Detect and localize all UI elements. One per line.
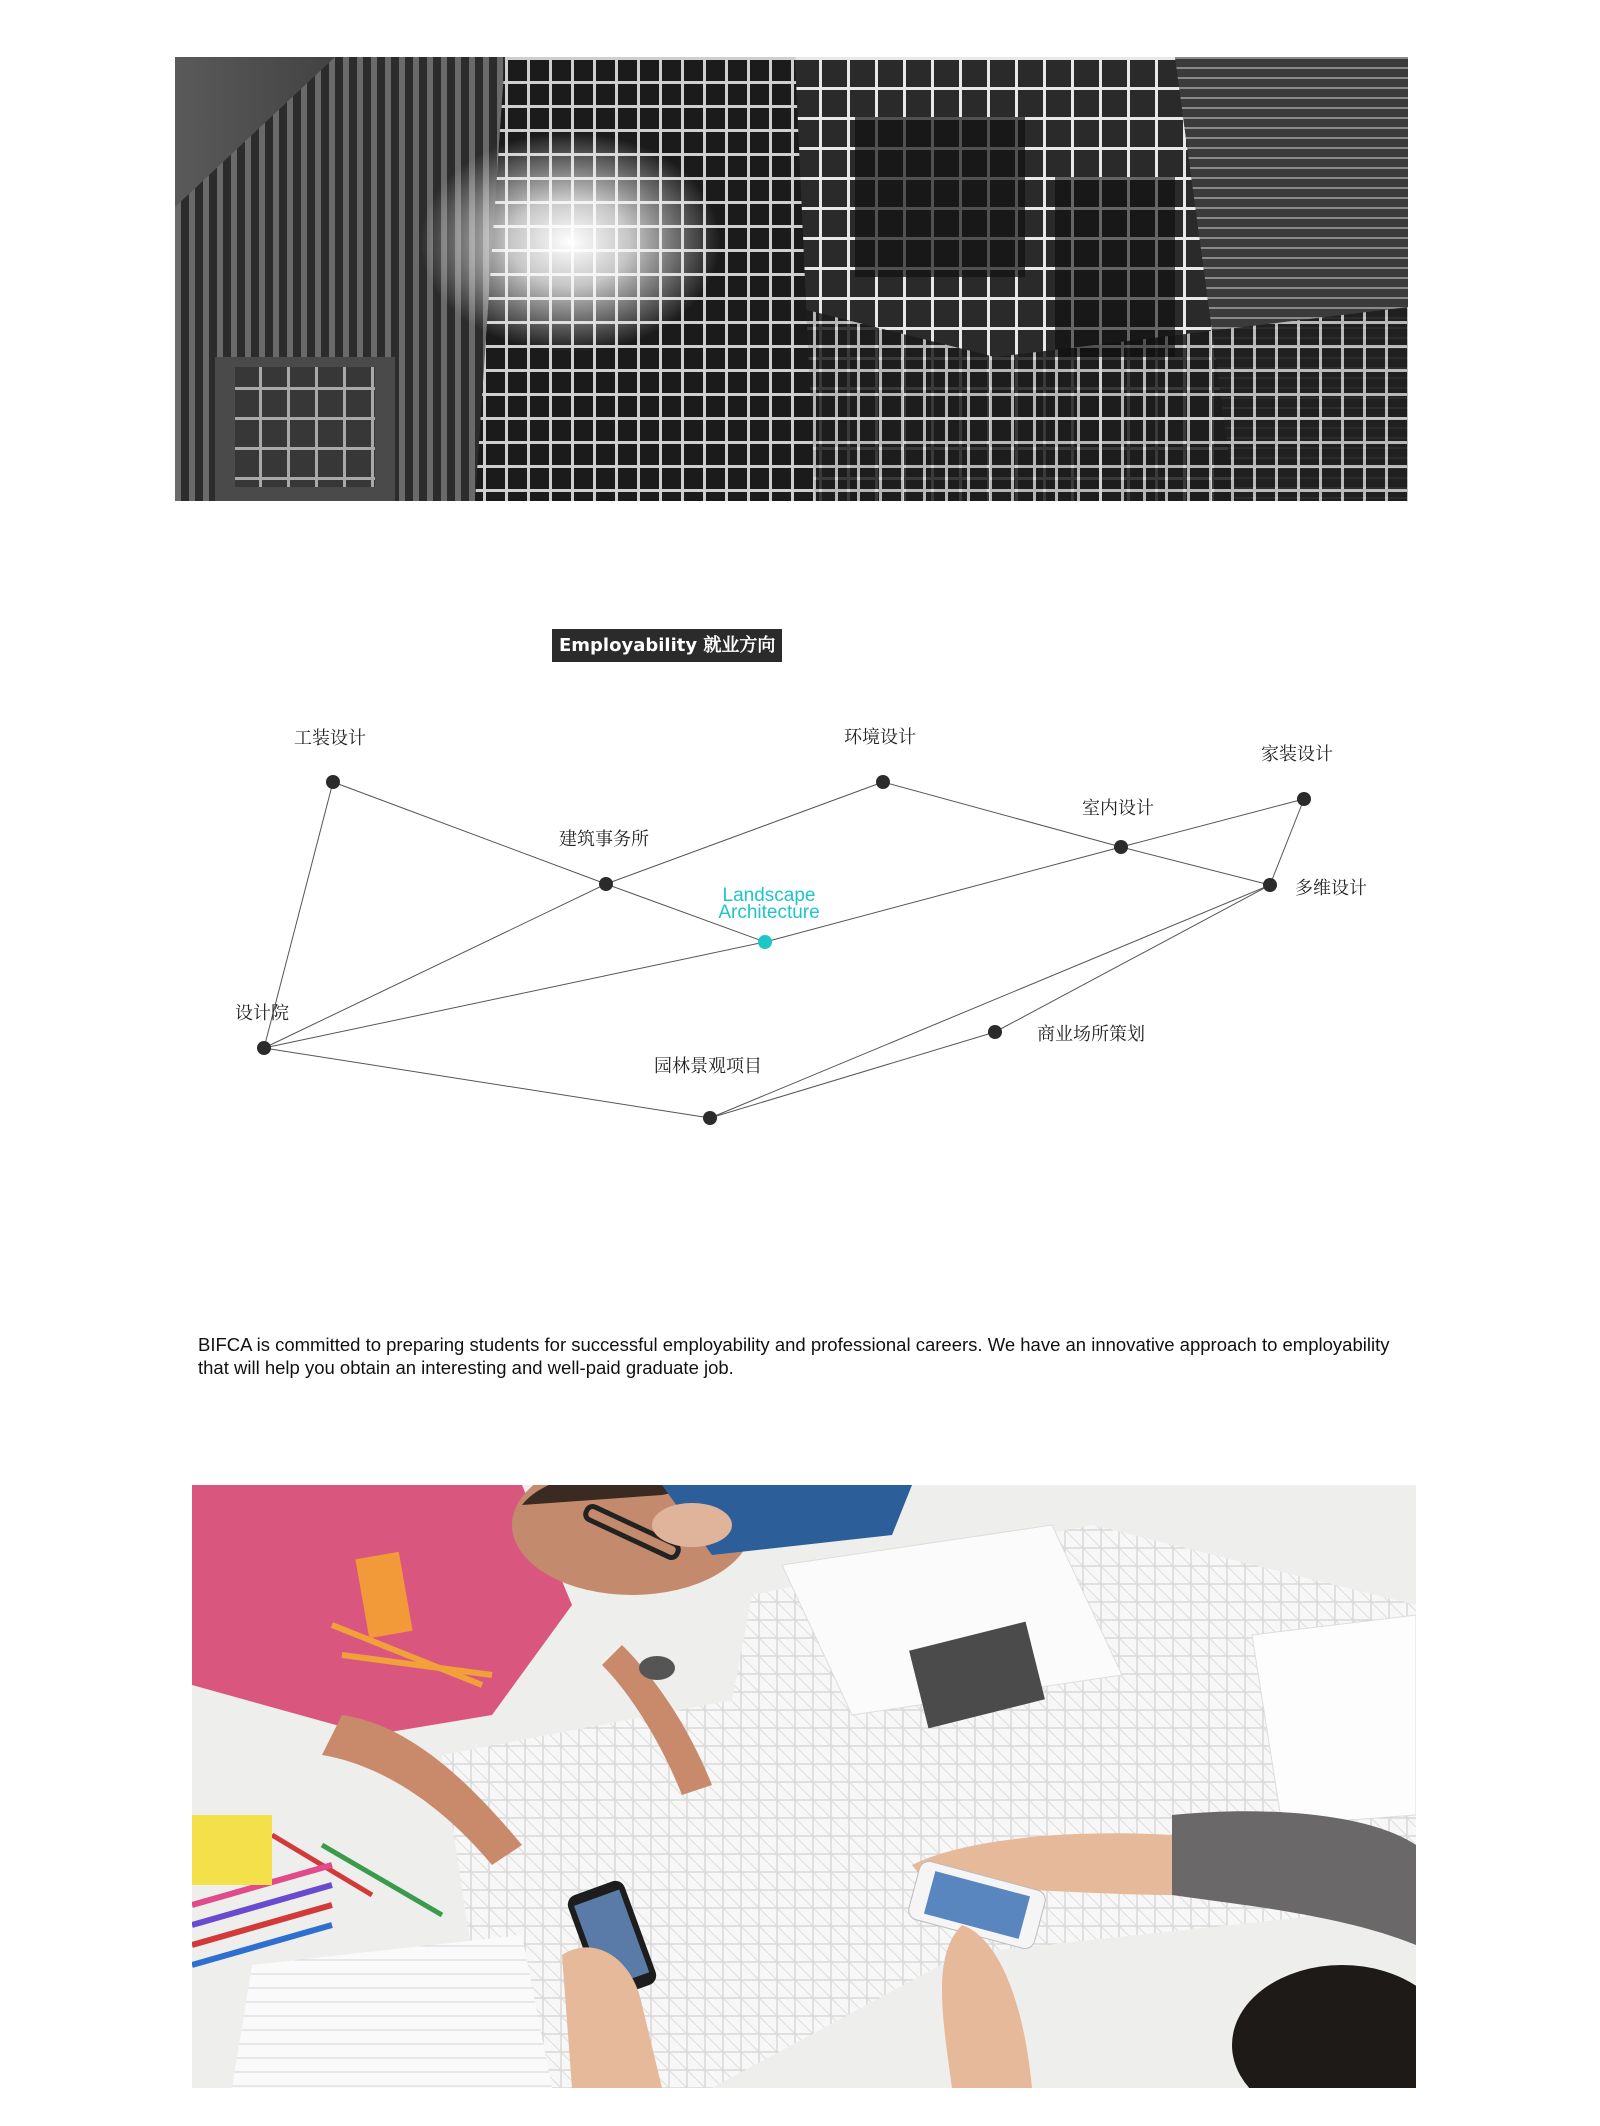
students-map-workshop-icon <box>192 1485 1416 2088</box>
label-duowei: 多维设计 <box>1295 878 1367 899</box>
label-shejiyuan: 设计院 <box>235 1003 289 1024</box>
node-dot-landscape-architecture <box>758 935 772 949</box>
label-huanjing: 环境设计 <box>844 727 916 748</box>
label-jianzhu: 建筑事务所 <box>559 829 649 850</box>
edge-jiazhuang-duowei <box>1270 799 1304 885</box>
label-gongzhuang: 工装设计 <box>294 728 366 749</box>
edge-shangye-duowei <box>995 885 1270 1032</box>
diagram-nodes <box>257 775 1311 1125</box>
label-center-line1: Landscape <box>722 885 816 906</box>
edge-center-shejiyuan <box>264 942 765 1048</box>
edge-jianzhu-shejiyuan <box>264 884 606 1048</box>
edge-center-shinei <box>765 847 1121 942</box>
node-dot-jiazhuang <box>1297 792 1311 806</box>
hero-building-photo <box>175 57 1408 501</box>
edge-shinei-duowei <box>1121 847 1270 885</box>
node-dot-huanjing <box>876 775 890 789</box>
skyscraper-photo-icon <box>175 57 1408 501</box>
label-yuanlin: 园林景观项目 <box>654 1056 762 1077</box>
diagram-edges <box>264 782 1304 1118</box>
node-dot-yuanlin <box>703 1111 717 1125</box>
edge-shejiyuan-yuanlin <box>264 1048 710 1118</box>
employability-network-diagram <box>0 700 1600 1160</box>
node-dot-gongzhuang <box>326 775 340 789</box>
workshop-photo <box>192 1485 1416 2088</box>
node-dot-jianzhu <box>599 877 613 891</box>
label-shangye: 商业场所策划 <box>1037 1024 1145 1045</box>
node-dot-shejiyuan <box>257 1041 271 1055</box>
label-shinei: 室内设计 <box>1082 798 1154 819</box>
node-dot-shinei <box>1114 840 1128 854</box>
section-title-tag: Employability 就业方向 <box>552 629 782 662</box>
node-dot-shangye <box>988 1025 1002 1039</box>
node-dot-duowei <box>1263 878 1277 892</box>
diagram-labels <box>235 727 1367 1077</box>
label-center-line2: Architecture <box>718 902 820 923</box>
intro-paragraph: BIFCA is committed to preparing students for successful employability and professional careers. We have an innovative approach to employability that will help you obtain an interesting and well-paid graduate job. <box>198 1333 1390 1378</box>
label-jiazhuang: 家装设计 <box>1261 744 1333 765</box>
